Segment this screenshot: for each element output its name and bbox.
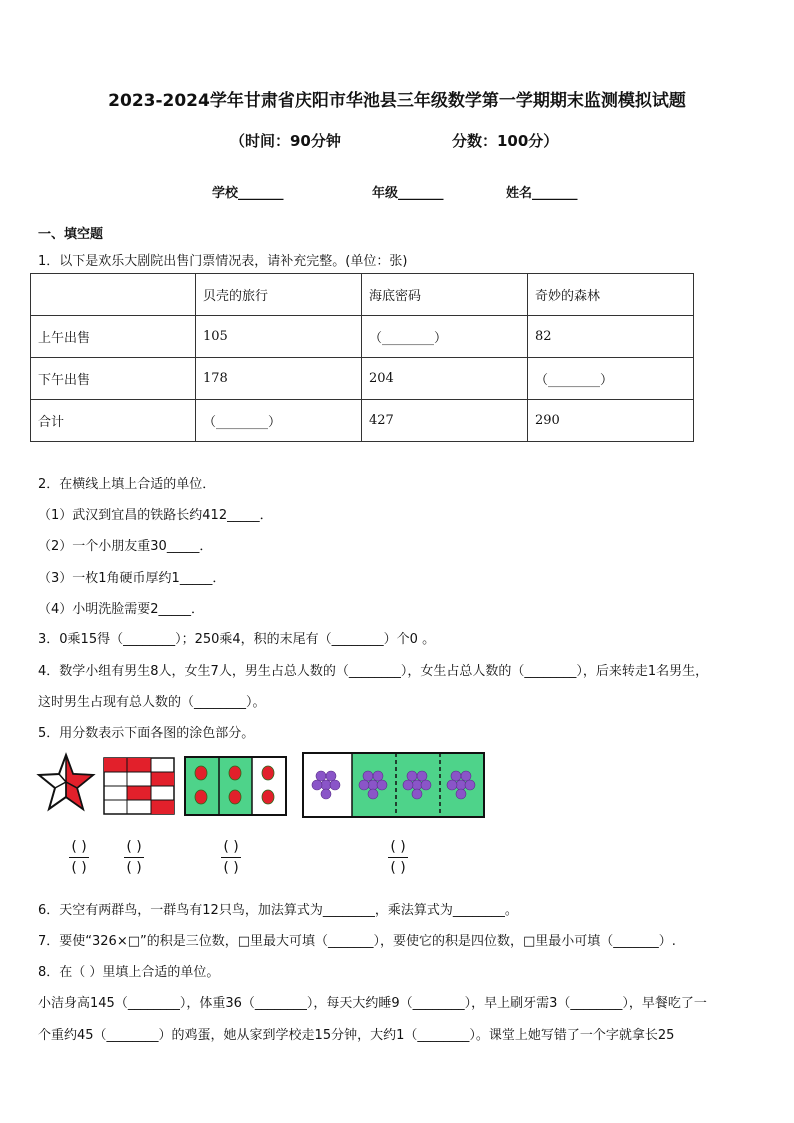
page-title: 2023-2024学年甘肃省庆阳市华池县三年级数学第一学期期末监测模拟试题: [108, 91, 686, 111]
strawberry-figure: [184, 756, 287, 816]
question-1: 1．以下是欢乐大剧院出售门票情况表，请补充完整。(单位：张): [38, 254, 408, 269]
fraction-blank[interactable]: [217, 838, 245, 877]
question-8: 8．在（ ）里填上合适的单位。: [38, 965, 220, 980]
question-4-line2: 这时男生占现有总人数的（________）。: [38, 695, 266, 710]
table-cell[interactable]: （________）: [528, 358, 694, 400]
question-8-line2: 个重约45（________）的鸡蛋，她从家到学校走15分钟，大约1（________）。课堂上她写错了一个字就拿长25: [38, 1028, 675, 1043]
denominator-blank: ( ): [390, 860, 406, 876]
table-cell: 82: [528, 316, 694, 358]
table-cell: 204: [362, 358, 528, 400]
numerator-blank: ( ): [126, 839, 142, 855]
question-3: 3．0乘15得（________）；250乘4，积的末尾有（________）个0 。: [38, 632, 436, 647]
question-2-3: （3）一枚1角硬币厚约1_____．: [38, 571, 226, 586]
table-cell: 下午出售: [31, 358, 196, 400]
question-2-1: （1）武汉到宜昌的铁路长约412_____．: [38, 508, 273, 523]
table-cell: 海底密码: [362, 274, 528, 316]
table-cell: 贝壳的旅行: [196, 274, 362, 316]
table-cell: 427: [362, 400, 528, 442]
table-cell: 290: [528, 400, 694, 442]
table-row: [31, 274, 694, 316]
section-heading: 一、填空题: [38, 227, 104, 242]
table-cell: [31, 274, 196, 316]
table-row: [31, 358, 694, 400]
denominator-blank: ( ): [71, 860, 87, 876]
table-cell: 105: [196, 316, 362, 358]
question-8-line1: 小洁身高145（________），体重36（________），每天大约睡9（________），早上刷牙需3（________），早餐吃了一: [38, 996, 707, 1011]
table-row: [31, 400, 694, 442]
star-figure: [36, 752, 96, 814]
fraction-blank[interactable]: [120, 838, 148, 877]
numerator-blank: ( ): [390, 839, 406, 855]
table-cell: 178: [196, 358, 362, 400]
numerator-blank: ( ): [71, 839, 87, 855]
question-4-line1: 4．数学小组有男生8人，女生7人，男生占总人数的（________），女生占总人数的（________），后来转走1名男生，: [38, 664, 709, 679]
denominator-blank: ( ): [126, 860, 142, 876]
name-field: 姓名_______: [506, 186, 578, 201]
grape-figure: [302, 752, 485, 818]
question-7: 7．要使“326×□”的积是三位数，□里最大可填（_______），要使它的积是四位数，□里最小可填（_______）.: [38, 934, 676, 949]
grid-figure: [103, 757, 175, 815]
table-cell: 合计: [31, 400, 196, 442]
table-cell[interactable]: （________）: [362, 316, 528, 358]
table-cell: 奇妙的森林: [528, 274, 694, 316]
question-5: 5．用分数表示下面各图的涂色部分。: [38, 726, 255, 741]
question-2-4: （4）小明洗脸需要2_____．: [38, 602, 205, 617]
time-label: （时间：90分钟: [230, 132, 341, 150]
question-6: 6．天空有两群鸟，一群鸟有12只鸟，加法算式为________，乘法算式为________。: [38, 903, 518, 918]
fraction-blank[interactable]: [384, 838, 412, 877]
ticket-table: [30, 273, 694, 442]
table-cell[interactable]: （________）: [196, 400, 362, 442]
numerator-blank: ( ): [223, 839, 239, 855]
score-label: 分数：100分）: [452, 132, 559, 150]
grade-field: 年级_______: [372, 186, 444, 201]
question-2-2: （2）一个小朋友重30_____．: [38, 539, 213, 554]
denominator-blank: ( ): [223, 860, 239, 876]
table-cell: 上午出售: [31, 316, 196, 358]
question-2: 2．在横线上填上合适的单位．: [38, 477, 216, 492]
school-field: 学校_______: [212, 186, 284, 201]
fraction-blank[interactable]: [65, 838, 93, 877]
table-row: [31, 316, 694, 358]
